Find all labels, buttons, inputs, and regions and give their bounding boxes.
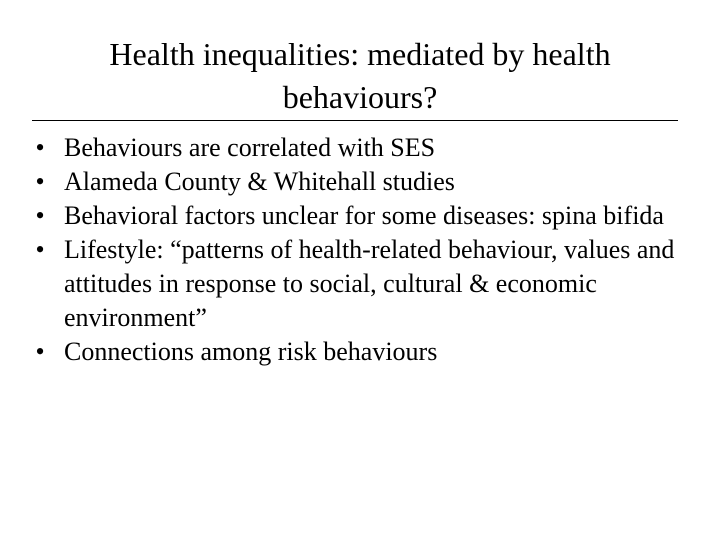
bullet-item: [30, 335, 690, 369]
slide-title: Health inequalities: mediated by health behaviours?: [109, 36, 611, 115]
bullet-text: Lifestyle: “patterns of health-related behaviour, values and attitudes in response to social, cultural & economic environment”: [64, 235, 675, 332]
bullet-list: [30, 131, 690, 369]
bullet-item: [30, 131, 690, 165]
bullet-dot-icon: •: [35, 337, 45, 366]
bullet-dot-icon: •: [35, 201, 45, 230]
bullet-text: Connections among risk behaviours: [64, 337, 438, 366]
bullet-text: Alameda County & Whitehall studies: [64, 167, 455, 196]
bullet-item: [30, 199, 690, 233]
title-divider: [32, 120, 678, 121]
bullet-text: Behavioral factors unclear for some diseases: spina bifida: [64, 201, 664, 230]
bullet-dot-icon: •: [35, 167, 45, 196]
bullet-item: [30, 165, 690, 199]
bullet-item: [30, 233, 690, 335]
bullet-text: Behaviours are correlated with SES: [64, 133, 436, 162]
bullet-dot-icon: •: [35, 235, 45, 264]
bullet-dot-icon: •: [35, 133, 45, 162]
